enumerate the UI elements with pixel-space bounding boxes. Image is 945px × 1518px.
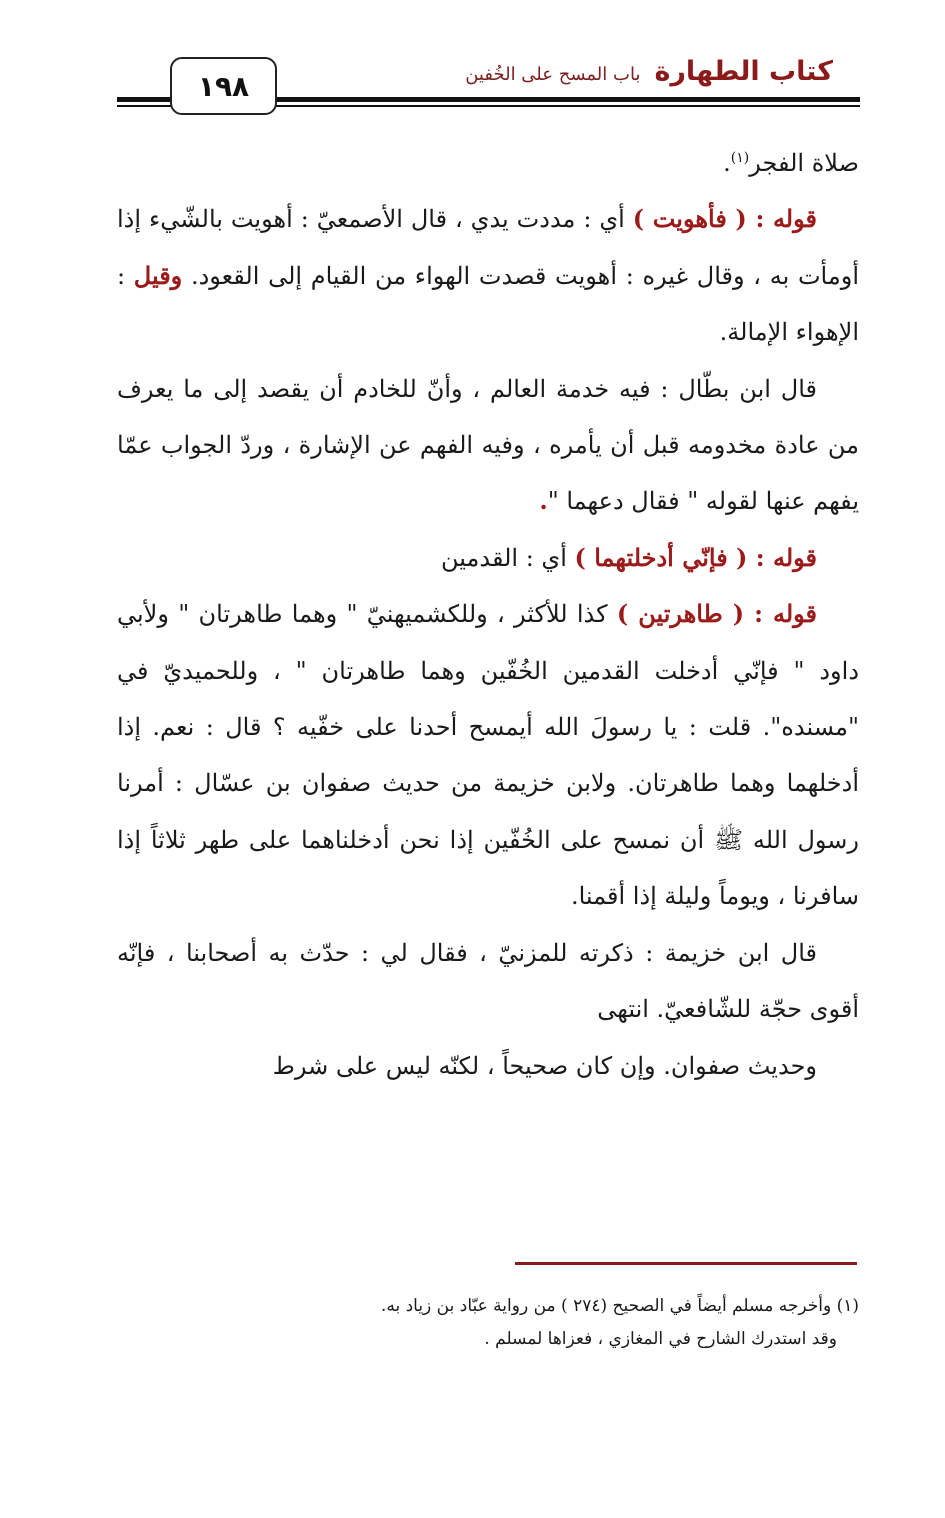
paragraph-1-text: صلاة الفجر: [749, 149, 859, 177]
chapter-title: باب المسح على الخُفين: [465, 64, 641, 85]
paragraph-6-text: قال ابن خزيمة : ذكرته للمزنيّ ، فقال لي : حدّث به أصحابنا ، فإنّه أقوى حجّة للشّافعيّ. انتهى: [117, 938, 859, 1024]
lemma-qil: وقيل: [133, 260, 183, 290]
footnote-number: (١): [836, 1296, 859, 1316]
main-text: [117, 135, 859, 1094]
footnote-text: وأخرجه مسلم أيضاً في الصحيح (٢٧٤ ) من رواية عبّاد بن زياد به.: [380, 1296, 837, 1316]
paragraph-7-text: وحديث صفوان. وإن كان صحيحاً ، لكنّه ليس على شرط: [272, 1051, 817, 1080]
footnote-reference: (١): [730, 150, 750, 166]
book-title: كتاب الطهارة: [654, 56, 833, 87]
paragraph-3: [117, 361, 859, 530]
paragraph-1-end: .: [723, 149, 731, 177]
paragraph-4-text: أي : القدمين: [440, 543, 575, 572]
paragraph-4: [117, 530, 859, 586]
footnotes: [200, 1290, 859, 1356]
lemma-tahiratayn: قوله : ( طاهرتين ): [616, 599, 817, 629]
footnote-1-continued: [200, 1323, 859, 1356]
footnote-1: [200, 1290, 859, 1323]
lemma-adkhaltuhuma: قوله : ( فإنّي أدخلتهما ): [574, 542, 817, 572]
paragraph-2-text-end: : الإهواء الإمالة.: [117, 261, 859, 347]
footnote-text: وقد استدرك الشارح في المغازي ، فعزاها لمسلم .: [484, 1329, 837, 1349]
paragraph-3-end: .: [539, 486, 548, 516]
paragraph-2-text: أي : مددت يدي ، قال الأصمعيّ : أهويت بالشّيء إذا أومأت به ، وقال غيره : أهويت قصدت الهواء من القيام إلى القعود.: [117, 205, 859, 290]
page-number: ١٩٨: [170, 57, 277, 115]
lemma-fahwayt: قوله : ( فأهويت ): [632, 204, 817, 234]
paragraph-7: [117, 1038, 859, 1094]
paragraph-6: [117, 925, 859, 1038]
paragraph-5: [117, 586, 859, 924]
paragraph-1: [117, 135, 859, 191]
running-header: [465, 56, 833, 87]
footnote-divider: [515, 1262, 857, 1265]
paragraph-5-text: كذا للأكثر ، وللكشميهنيّ " وهما طاهرتان " ولأبي داود " فإنّي أدخلت القدمين الخُفّين وهما طاهرتان " ، وللحميديّ في "مسنده". قلت : يا رسولَ الله أيمسح أحدنا على خفّيه ؟ قال : نعم. إذا أدخلهما وهما طاهرتان. ولابن خزيمة من حديث صفوان بن عسّال : أمرنا رسول الله ﷺ أن نمسح على الخُفّين إذا نحن أدخلناهما على طهر ثلاثاً إذا سافرنا ، ويوماً وليلة إذا أقمنا.: [117, 600, 859, 911]
paragraph-3-text: قال ابن بطّال : فيه خدمة العالم ، وأنّ للخادم أن يقصد إلى ما يعرف من عادة مخدومه قبل أن يأمره ، وفيه الفهم عن الإشارة ، وردّ الجواب عمّا يفهم عنها لقوله " فقال دعهما ": [117, 374, 859, 516]
paragraph-2: [117, 191, 859, 360]
